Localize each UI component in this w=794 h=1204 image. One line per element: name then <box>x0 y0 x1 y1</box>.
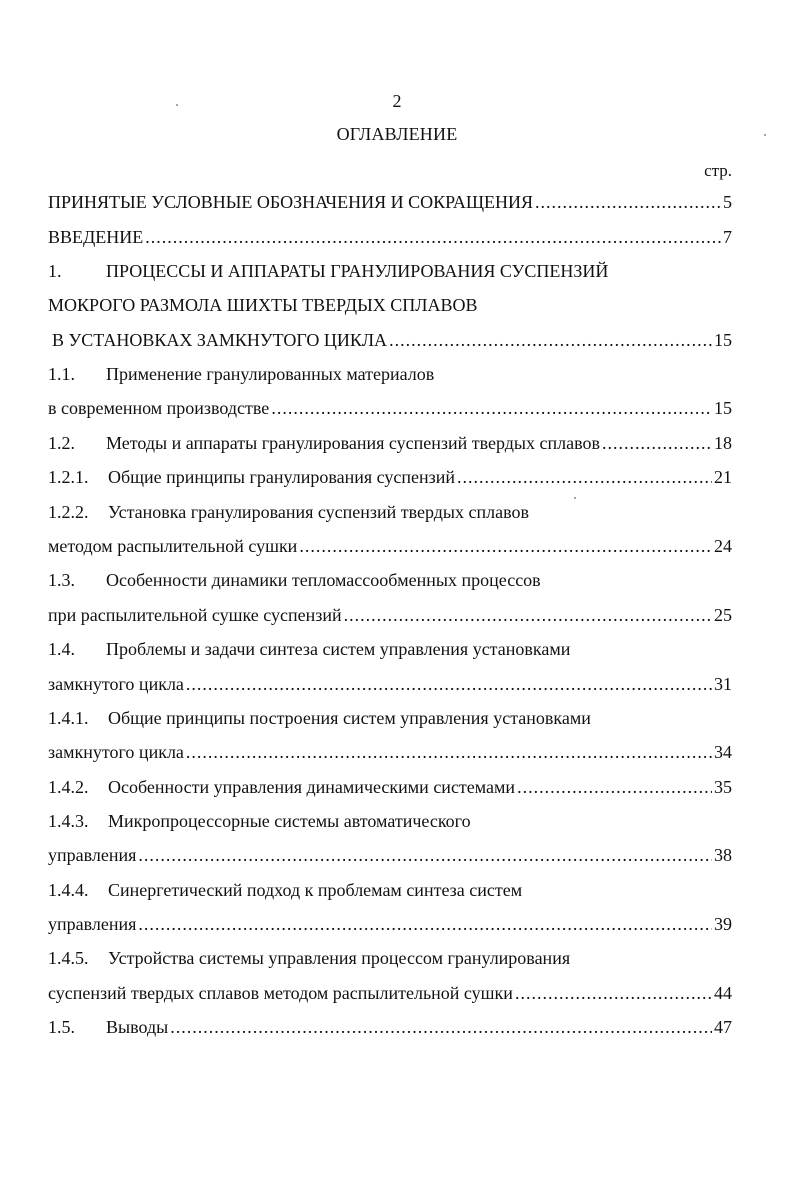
toc-entry-text: Микропроцессорные системы автоматического <box>108 811 471 831</box>
leader-dots <box>186 672 712 696</box>
scan-speck <box>764 134 766 136</box>
toc-entry-text: ПРОЦЕССЫ И АППАРАТЫ ГРАНУЛИРОВАНИЯ СУСПЕНЗИЙ <box>106 261 609 281</box>
toc-entry-text: Установка гранулирования суспензий твердых сплавов <box>108 502 529 522</box>
toc-entry-text: в современном производстве <box>48 398 270 418</box>
toc-entry-page: 39 <box>714 914 732 934</box>
toc-entry-page: 5 <box>723 192 732 212</box>
leader-dots <box>299 534 712 558</box>
toc-entry-number: 1.3. <box>48 570 75 590</box>
toc-entry-text: суспензий твердых сплавов методом распылительной сушки <box>48 983 513 1003</box>
leader-dots <box>186 740 712 764</box>
toc-entry-number: 1.2.2. <box>48 502 89 522</box>
toc-entry-text: ВВЕДЕНИЕ <box>48 227 144 247</box>
scan-speck <box>574 497 576 499</box>
toc-entry-number: 1.2.1. <box>48 467 89 487</box>
toc-entry-number: 1.4.2. <box>48 777 89 797</box>
toc-entry-text: Методы и аппараты гранулирования суспензий твердых сплавов <box>106 433 600 453</box>
toc-entry <box>48 225 732 249</box>
toc-entry-text: Особенности управления динамическими системами <box>108 777 516 797</box>
toc-entry <box>48 912 732 936</box>
toc-entry <box>48 190 732 214</box>
page-number: 2 <box>392 91 402 111</box>
toc-title: ОГЛАВЛЕНИЕ <box>336 124 458 144</box>
toc-entry-number: 1.1. <box>48 364 75 384</box>
leader-dots <box>344 603 712 627</box>
toc-entry-text: Применение гранулированных материалов <box>106 364 435 384</box>
toc-entry-text: Особенности динамики тепломассообменных процессов <box>106 570 541 590</box>
toc-entry <box>48 328 732 352</box>
toc-entry-page: 18 <box>714 433 732 453</box>
toc-entry <box>48 672 732 696</box>
toc-entry <box>48 465 732 489</box>
toc-entry-number: 1.4.3. <box>48 811 89 831</box>
toc-entry-page: 38 <box>714 845 732 865</box>
toc-entry-text: Синергетический подход к проблемам синтеза систем <box>108 880 523 900</box>
leader-dots <box>138 912 712 936</box>
toc-entry-text: управления <box>48 845 137 865</box>
toc-entry-number: 1.2. <box>48 433 75 453</box>
toc-entry <box>48 740 732 764</box>
toc-entry-text: ПРИНЯТЫЕ УСЛОВНЫЕ ОБОЗНАЧЕНИЯ И СОКРАЩЕНИЯ <box>48 192 533 212</box>
toc-entry <box>48 603 732 627</box>
toc-entry-text: В УСТАНОВКАХ ЗАМКНУТОГО ЦИКЛА <box>52 330 388 350</box>
toc-entry-page: 31 <box>714 674 732 694</box>
toc-entry-number: 1.4.1. <box>48 708 89 728</box>
toc-entry-page: 24 <box>714 536 732 556</box>
leader-dots <box>271 396 712 420</box>
toc-entry-number: 1. <box>48 261 62 281</box>
toc-entry-page: 15 <box>714 398 732 418</box>
toc-entry <box>48 1015 732 1039</box>
scan-speck <box>176 104 178 106</box>
toc-entry-text: Устройства системы управления процессом гранулирования <box>108 948 571 968</box>
toc-entry-page: 7 <box>723 227 732 247</box>
toc-entry-number: 1.5. <box>48 1017 75 1037</box>
toc-entry <box>48 981 732 1005</box>
leader-dots <box>138 843 712 867</box>
leader-dots <box>515 981 712 1005</box>
toc-entry-text: Проблемы и задачи синтеза систем управления установками <box>106 639 571 659</box>
toc-entry <box>48 362 732 386</box>
toc-entry <box>48 809 732 833</box>
toc-entry-text: при распылительной сушке суспензий <box>48 605 342 625</box>
toc-entry-text: замкнутого цикла <box>48 674 184 694</box>
toc-entry-page: 21 <box>714 467 732 487</box>
toc-entry <box>48 568 732 592</box>
toc-entry <box>48 534 732 558</box>
page-column-label: стр. <box>704 161 732 180</box>
leader-dots <box>457 465 712 489</box>
toc-entry-text: замкнутого цикла <box>48 742 184 762</box>
toc-entry-page: 47 <box>714 1017 732 1037</box>
toc-entry-page: 34 <box>714 742 732 762</box>
leader-dots <box>170 1015 712 1039</box>
toc-entry-text: методом распылительной сушки <box>48 536 298 556</box>
toc-entry-text: Общие принципы гранулирования суспензий <box>108 467 456 487</box>
toc-entry-page: 44 <box>714 983 732 1003</box>
toc-entry <box>48 706 732 730</box>
toc-entry <box>48 396 732 420</box>
toc-entry <box>48 637 732 661</box>
leader-dots <box>517 775 712 799</box>
toc-entry-page: 35 <box>714 777 732 797</box>
toc-entry-number: 1.4. <box>48 639 75 659</box>
leader-dots <box>535 190 721 214</box>
toc-entry <box>48 843 732 867</box>
toc-entry-number: 1.4.4. <box>48 880 89 900</box>
toc-entry <box>48 878 732 902</box>
toc-entry-text: управления <box>48 914 137 934</box>
toc-entry <box>48 431 732 455</box>
leader-dots <box>145 225 721 249</box>
leader-dots <box>602 431 712 455</box>
toc-entry-page: 15 <box>714 330 732 350</box>
leader-dots <box>389 328 712 352</box>
toc-entry <box>48 775 732 799</box>
toc-entry-page: 25 <box>714 605 732 625</box>
toc-entry <box>48 259 732 283</box>
toc-entry <box>48 946 732 970</box>
toc-entry-text: МОКРОГО РАЗМОЛА ШИХТЫ ТВЕРДЫХ СПЛАВОВ <box>48 295 478 315</box>
toc-entry-text: Выводы <box>106 1017 169 1037</box>
toc-entry-text: Общие принципы построения систем управления установками <box>108 708 591 728</box>
toc-entry-number: 1.4.5. <box>48 948 89 968</box>
toc-entry <box>48 500 732 524</box>
toc-entry <box>48 293 732 317</box>
